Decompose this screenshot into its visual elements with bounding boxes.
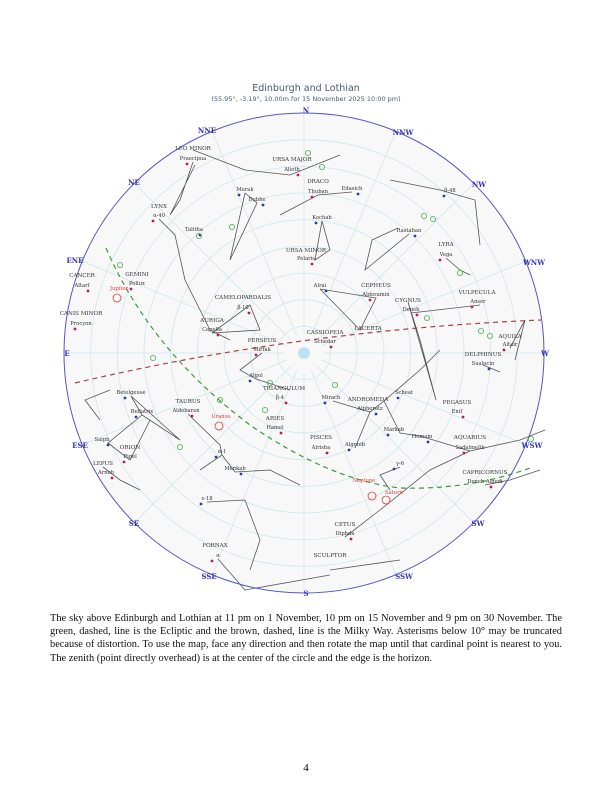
- constellation-label: ANDROMEDA: [347, 397, 389, 403]
- star-marker: [217, 334, 220, 337]
- star-label: Procyon: [70, 321, 92, 327]
- constellation-label: PISCES: [309, 435, 333, 441]
- compass-label-nne: NNE: [197, 126, 217, 135]
- compass-label-w: W: [541, 349, 549, 358]
- star-label: Aldebaran: [172, 408, 200, 414]
- constellation-label: AQUARIUS: [453, 435, 487, 441]
- constellation-label: LYNX: [151, 204, 167, 210]
- constellation-label: TAURUS: [175, 399, 201, 405]
- star-marker: [471, 306, 474, 309]
- constellation-label: AURIGA: [200, 318, 224, 324]
- star-marker: [200, 503, 203, 506]
- star-marker: [191, 415, 194, 418]
- star-marker: [297, 174, 300, 177]
- star-marker: [375, 413, 378, 416]
- star-marker: [211, 560, 214, 563]
- compass-label-sw: SW: [471, 519, 485, 528]
- compass-label-nnw: NNW: [392, 128, 414, 137]
- compass-label-s: S: [303, 589, 309, 598]
- compass-label-ne: NE: [128, 178, 140, 187]
- star-label: β-4: [275, 395, 285, 401]
- constellation-label: TRIANGULUM: [262, 386, 306, 392]
- star-label: Betelgeuse: [116, 390, 146, 396]
- star-label: α-40: [153, 213, 165, 219]
- constellation-label: ORION: [119, 445, 141, 451]
- star-label: Dubhe: [248, 197, 266, 203]
- constellation-label: CAMELOPARDALIS: [214, 295, 272, 301]
- star-marker: [416, 314, 419, 317]
- star-label: β-10: [237, 305, 249, 311]
- star-marker: [387, 434, 390, 437]
- star-marker: [490, 486, 493, 489]
- star-marker: [350, 538, 353, 541]
- star-label: Deneb: [402, 307, 420, 313]
- star-marker: [503, 349, 506, 352]
- star-marker: [439, 259, 442, 262]
- constellation-label: DRACO: [307, 179, 329, 185]
- constellation-label: GEMINI: [125, 272, 149, 278]
- compass-label-se: SE: [128, 519, 140, 528]
- star-label: Vega: [439, 252, 453, 258]
- page-number: 4: [303, 762, 309, 774]
- compass-label-n: N: [302, 106, 310, 115]
- star-marker: [215, 456, 218, 459]
- compass-label-wnw: WNW: [522, 258, 546, 267]
- star-label: Anser: [470, 299, 486, 305]
- constellation-label: ARIES: [265, 416, 285, 422]
- planet-label-uranus: Uranus: [211, 414, 231, 420]
- star-label: Alderamin: [362, 292, 390, 298]
- star-marker: [249, 380, 252, 383]
- compass-label-e: E: [64, 349, 70, 358]
- planet-label-saturn: Saturn: [385, 490, 403, 496]
- zenith-marker: [298, 347, 310, 359]
- star-marker: [135, 416, 138, 419]
- constellation-label: CANCER: [69, 273, 95, 279]
- star-marker: [330, 346, 333, 349]
- star-label: α-1: [217, 449, 227, 455]
- star-label: θ-48: [444, 188, 456, 194]
- star-label: Enif: [451, 409, 463, 415]
- star-label: Capella: [202, 327, 222, 333]
- star-label: Sualocin: [471, 361, 495, 367]
- compass-label-nw: NW: [471, 180, 487, 189]
- star-label: Alioth: [284, 167, 300, 173]
- star-label: Saiph: [94, 437, 110, 443]
- compass-label-wsw: WSW: [521, 441, 543, 450]
- constellation-label: LYRA: [438, 242, 454, 248]
- star-label: Arneb: [98, 470, 114, 476]
- star-marker: [285, 402, 288, 405]
- star-marker: [348, 449, 351, 452]
- star-marker: [123, 461, 126, 464]
- star-label: Mirach: [321, 395, 341, 401]
- star-marker: [357, 193, 360, 196]
- compass-label-ene: ENE: [66, 256, 84, 265]
- star-marker: [186, 163, 189, 166]
- constellation-label: CYGNUS: [395, 298, 421, 304]
- planet-label-neptune: Neptune: [352, 478, 376, 484]
- star-label: γ-6: [395, 461, 405, 467]
- star-label: Deneb Algedi: [467, 479, 503, 485]
- star-marker: [238, 194, 241, 197]
- star-label: Algol: [249, 373, 263, 379]
- star-label: Merak: [236, 187, 254, 193]
- star-label: ε-18: [201, 496, 213, 502]
- star-marker: [324, 402, 327, 405]
- constellation-label: URSA MINOR: [285, 248, 327, 254]
- star-marker: [74, 328, 77, 331]
- compass-label-ssw: SSW: [395, 572, 413, 581]
- constellation-label: LEPUS: [92, 461, 114, 467]
- star-marker: [462, 416, 465, 419]
- star-label: Diphda: [335, 531, 355, 537]
- star-label: Pollux: [129, 281, 145, 287]
- star-marker: [315, 222, 318, 225]
- star-marker: [124, 397, 127, 400]
- map-subtitle: (55.95°, -3.19°, 10.00m for 15 November 2025 10:00 pm): [211, 95, 401, 103]
- constellation-label: CEPHEUS: [361, 283, 391, 289]
- constellation-label: VULPECULA: [458, 290, 496, 296]
- star-label: Scheat: [394, 390, 414, 396]
- compass-label-ese: ESE: [72, 441, 88, 450]
- star-marker: [463, 452, 466, 455]
- star-marker: [240, 473, 243, 476]
- star-marker: [393, 468, 396, 471]
- star-label: Schedar: [314, 339, 336, 345]
- star-label: Rastaban: [396, 228, 422, 234]
- star-marker: [326, 452, 329, 455]
- star-marker: [152, 220, 155, 223]
- star-marker: [111, 477, 114, 480]
- star-label: Alrai: [313, 283, 327, 289]
- constellation-label: CANIS MINOR: [59, 311, 103, 317]
- star-label: Praecipua: [179, 156, 207, 162]
- constellation-label: SCULPTOR: [313, 553, 347, 559]
- star-marker: [488, 368, 491, 371]
- constellation-label: AQUILA: [498, 334, 522, 340]
- constellation-label: LACERTA: [354, 326, 382, 332]
- star-marker: [427, 441, 430, 444]
- star-label: Alrisha: [311, 445, 331, 451]
- star-label: Kochab: [312, 215, 332, 221]
- star-marker: [130, 288, 133, 291]
- star-label: Sadalmelik: [455, 445, 485, 451]
- star-marker: [311, 196, 314, 199]
- constellation-label: PEGASUS: [442, 400, 472, 406]
- star-marker: [255, 354, 258, 357]
- star-label: Rigel: [123, 454, 137, 460]
- star-marker: [414, 235, 417, 238]
- constellation-label: DELPHINUS: [464, 352, 502, 358]
- star-label: Menkab: [224, 466, 246, 472]
- constellation-label: CAPRICORNUS: [462, 470, 508, 476]
- star-label: Bellatrix: [130, 409, 154, 415]
- star-label: Hamel: [266, 425, 284, 431]
- constellation-label: LEO MINOR: [175, 146, 211, 152]
- star-marker: [397, 397, 400, 400]
- star-label: Talitha: [185, 227, 203, 233]
- star-marker: [311, 263, 314, 266]
- map-title: Edinburgh and Lothian: [252, 83, 360, 94]
- star-marker: [443, 195, 446, 198]
- star-marker: [107, 444, 110, 447]
- planet-label-jupiter: Jupiter: [109, 286, 129, 292]
- star-label: Polaris: [297, 256, 315, 262]
- constellation-label: CASSIOPEIA: [306, 330, 344, 336]
- star-label: Thuban: [308, 189, 328, 195]
- constellation-label: URSA MAJOR: [272, 157, 312, 163]
- star-label: Mirfak: [253, 347, 271, 353]
- star-marker: [369, 299, 372, 302]
- star-marker: [325, 290, 328, 293]
- compass-label-sse: SSE: [201, 572, 217, 581]
- star-marker: [87, 290, 90, 293]
- star-label: α: [216, 553, 220, 559]
- star-label: Altarf: [74, 283, 90, 289]
- star-marker: [280, 432, 283, 435]
- star-label: Markab: [383, 427, 405, 433]
- constellation-label: FORNAX: [202, 543, 228, 549]
- constellation-label: PERSEUS: [247, 338, 277, 344]
- figure-caption: The sky above Edinburgh and Lothian at 11 pm on 1 November, 10 pm on 15 November and 9 pm on 30 November. The green, dashed, line is the Ecliptic and the brown, dashed, line is the Milky Way. Asterisms below 10° may be truncated because of distortion. To use the map, face any direction and then rotate the map until that cardinal point is nearest to you. The zenith (point directly overhead) is at the center of the circle and the edge is the horizon.: [50, 613, 562, 664]
- star-label: Alpheratz: [357, 406, 383, 412]
- star-label: Homam: [411, 434, 433, 440]
- star-label: Altair: [502, 342, 518, 348]
- constellation-label: CETUS: [334, 522, 356, 528]
- star-label: Algenib: [344, 442, 366, 448]
- star-label: Edasich: [341, 186, 363, 192]
- star-marker: [248, 312, 251, 315]
- star-marker: [262, 204, 265, 207]
